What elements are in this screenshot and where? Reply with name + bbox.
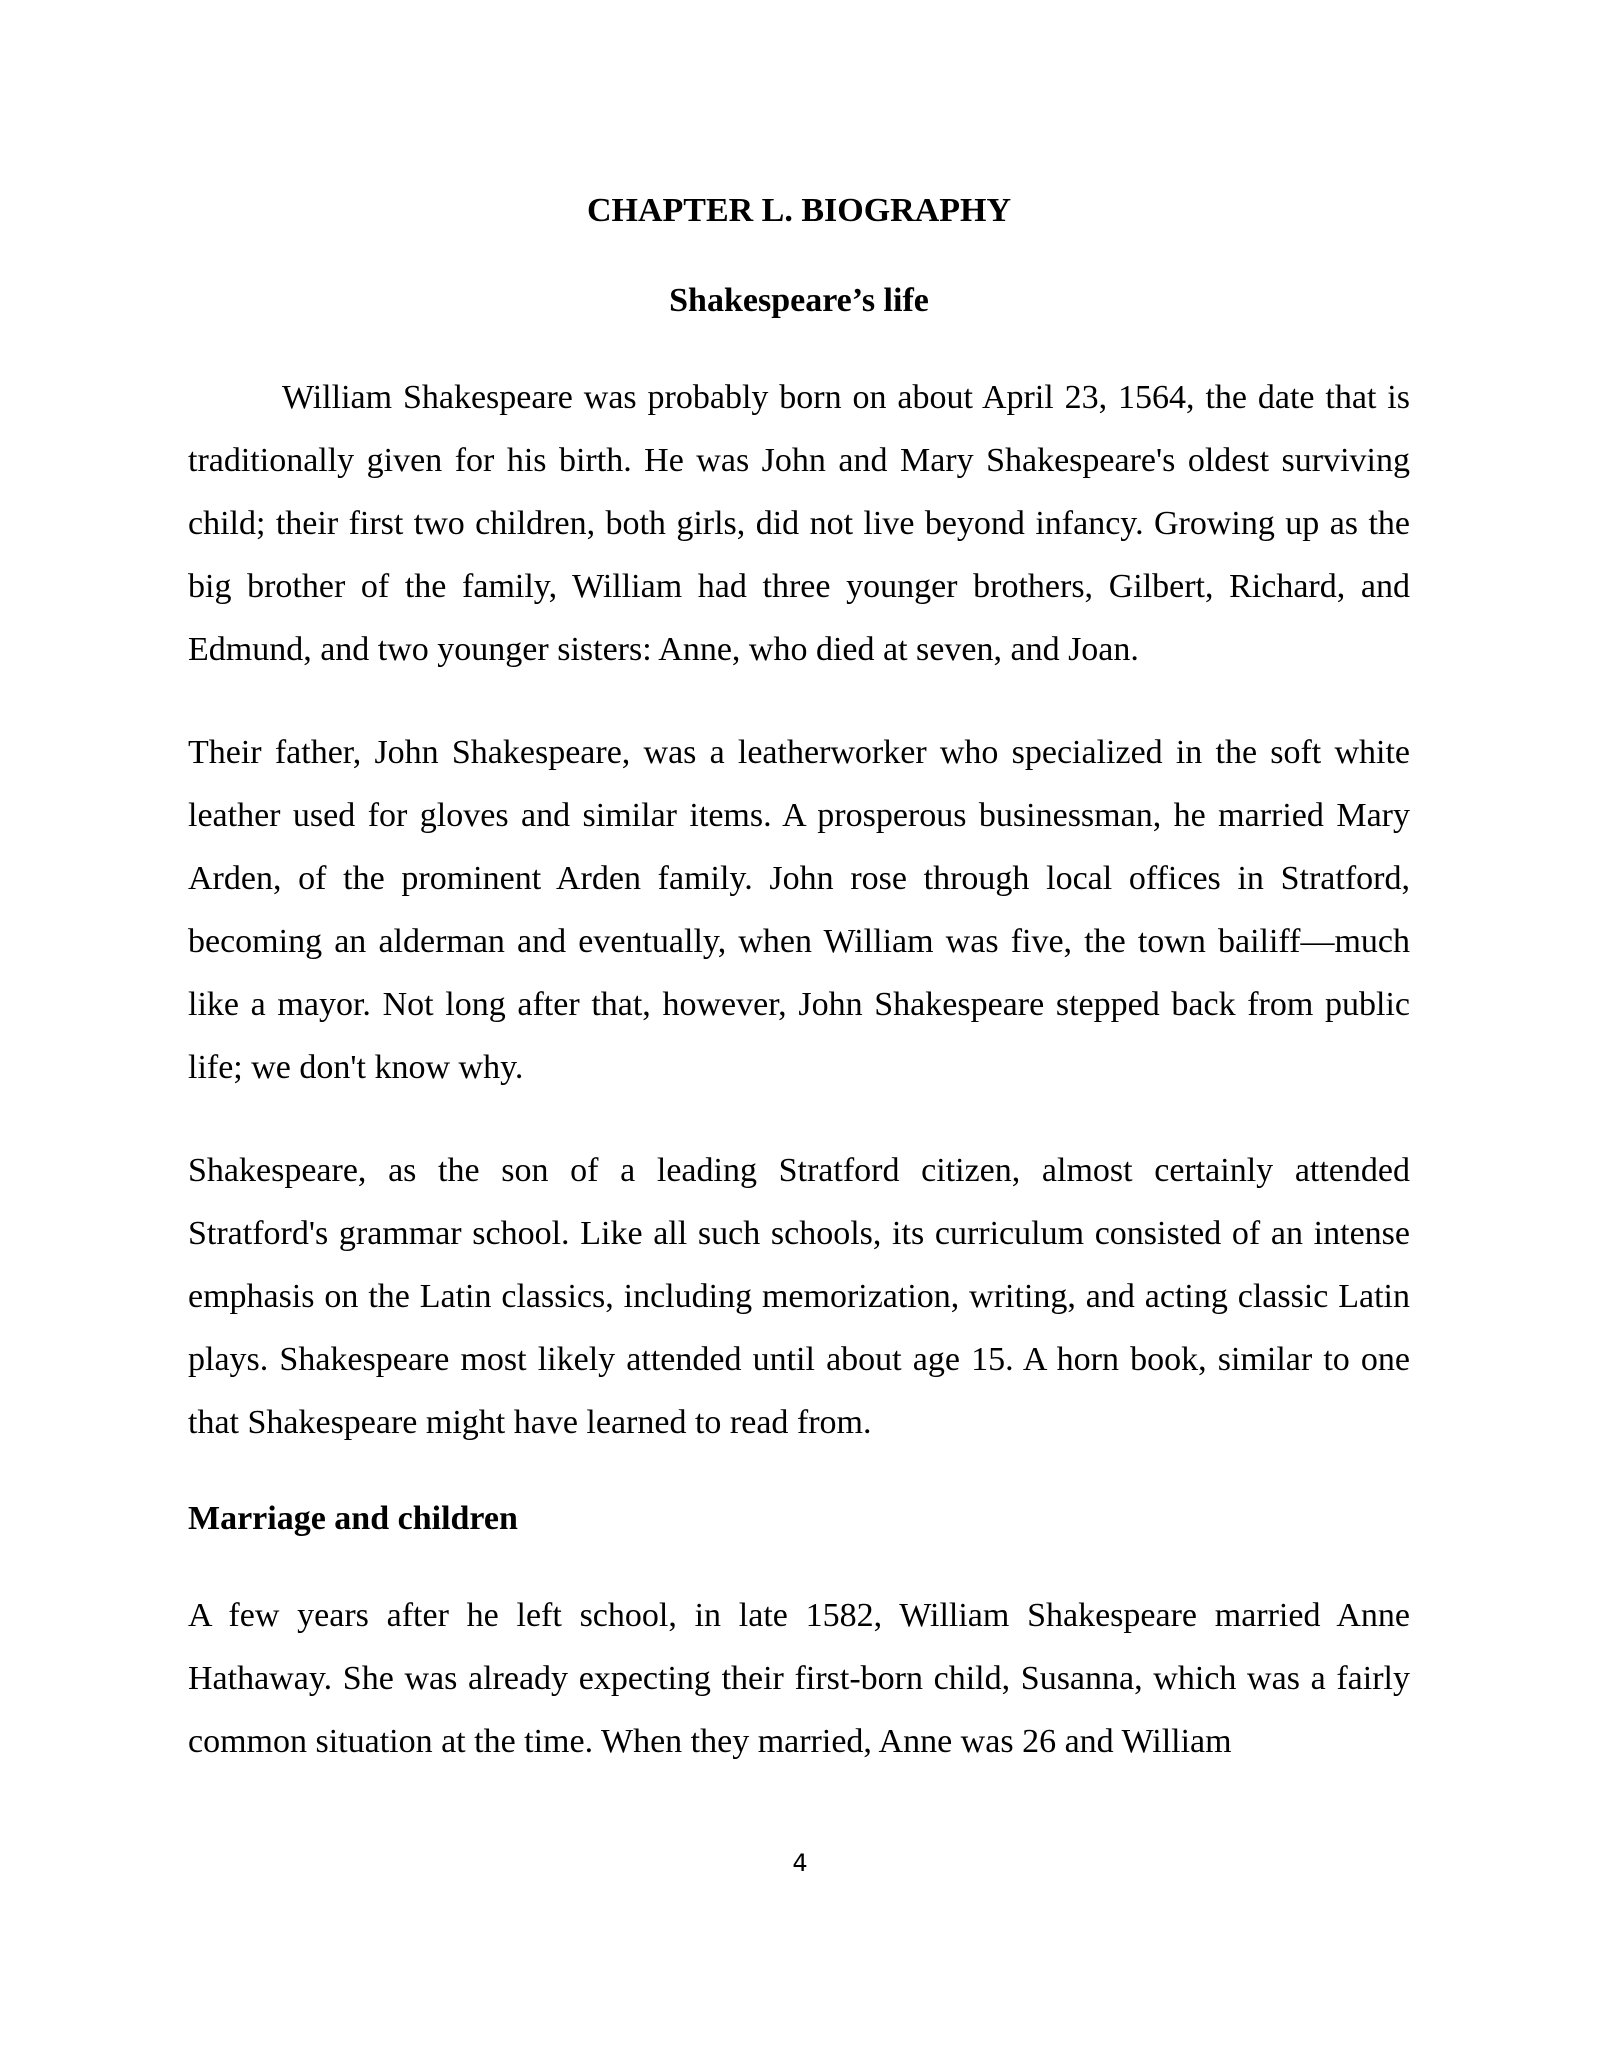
paragraph-birth: William Shakespeare was probably born on about April 23, 1564, the date that is traditionally given for his birth. He was John and Mary Shakespeare's oldest surviving child; their first two children, both girls, did not live beyond infancy. Growing up as the big brother of the family, William had three younger brothers, Gilbert, Richard, and Edmund, and two younger sisters: Anne, who died at seven, and Joan.: [188, 379, 1410, 668]
page-number: 4: [792, 1849, 808, 1877]
paragraph-father: Their father, John Shakespeare, was a leatherworker who specialized in the soft white leather used for gloves and similar items. A prosperous businessman, he married Mary Arden, of the prominent Arden family. John rose through local offices in Stratford, becoming an alderman and eventually, when William was five, the town bailiff—much like a mayor. Not long after that, however, John Shakespeare stepped back from public life; we don't know why.: [188, 734, 1410, 1086]
section-title: Shakespeare’s life: [669, 282, 929, 319]
subheading-marriage: Marriage and children: [188, 1500, 518, 1537]
paragraph-school: Shakespeare, as the son of a leading Stratford citizen, almost certainly attended Stratford's grammar school. Like all such schools, its curriculum consisted of an intense emphasis on the Latin classics, including memorization, writing, and acting classic Latin plays. Shakespeare most likely attended until about age 15. A horn book, similar to one that Shakespeare might have learned to read from.: [188, 1152, 1410, 1441]
page-content: [188, 186, 1410, 1773]
paragraph-marriage: A few years after he left school, in late 1582, William Shakespeare married Anne Hathaway. She was already expecting their first-born child, Susanna, which was a fairly common situation at the time. When they married, Anne was 26 and William: [188, 1597, 1410, 1760]
chapter-title: CHAPTER L. BIOGRAPHY: [586, 192, 1012, 229]
